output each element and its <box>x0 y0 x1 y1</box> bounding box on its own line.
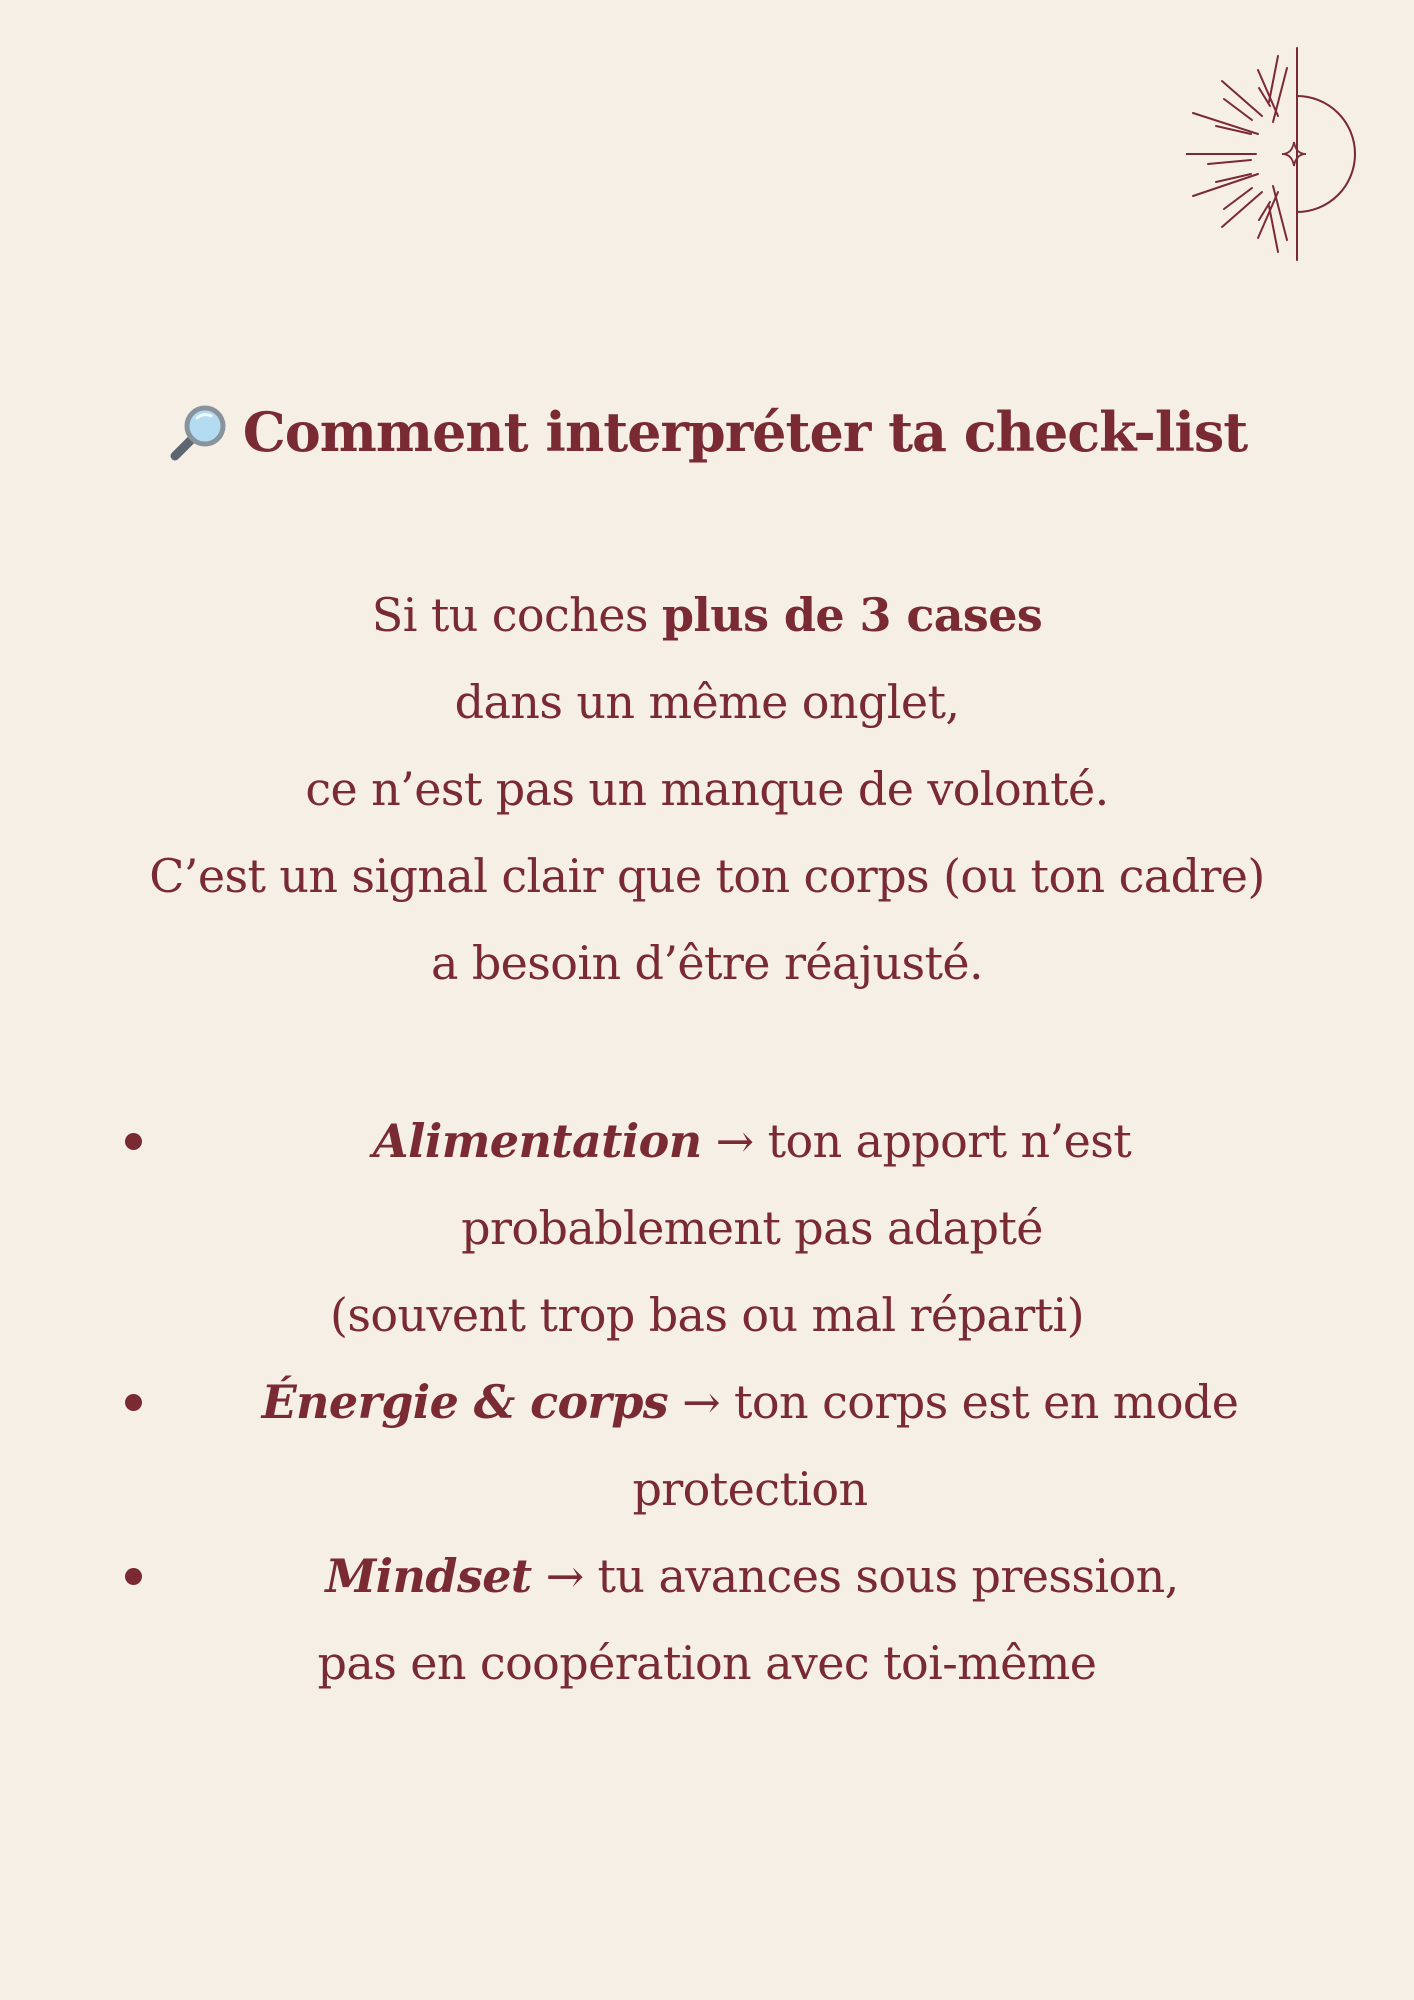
intro-line-2: dans un même onglet, <box>454 675 960 729</box>
list-item-line: protection <box>632 1462 868 1516</box>
intro-line-1-prefix: Si tu coches <box>371 588 662 642</box>
sun-moon-star-icon <box>1186 44 1376 264</box>
intro-paragraph <box>60 572 1354 1007</box>
list-item-key: Alimentation <box>372 1114 702 1168</box>
list-item-text: → tu avances sous pression, <box>531 1549 1179 1603</box>
list-item-key: Énergie & corps <box>261 1375 669 1429</box>
intro-line-1-bold: plus de 3 cases <box>661 588 1043 642</box>
intro-line-3: ce n’est pas un manque de volonté. <box>305 762 1109 816</box>
bullet-dot <box>125 1394 142 1411</box>
heading-text: Comment interpréter ta check-list <box>242 400 1248 464</box>
list-item-energie <box>0 1359 1414 1533</box>
page-title <box>0 392 1414 472</box>
bullet-dot <box>125 1568 142 1585</box>
intro-line-4: C’est un signal clair que ton corps (ou ton cadre) <box>149 849 1265 903</box>
interpretation-list <box>0 1098 1414 1707</box>
list-item-key: Mindset <box>325 1549 532 1603</box>
list-item-text: → ton apport n’est <box>701 1114 1132 1168</box>
list-item-alimentation <box>0 1098 1414 1359</box>
list-item-mindset <box>0 1533 1414 1707</box>
intro-line-1 <box>60 572 1354 659</box>
list-item-line: probablement pas adapté <box>461 1201 1043 1255</box>
magnifying-glass-icon <box>167 400 231 464</box>
list-item-line <box>0 1533 1364 1620</box>
list-item-line: (souvent trop bas ou mal réparti) <box>330 1288 1084 1342</box>
list-item-text: → ton corps est en mode <box>668 1375 1239 1429</box>
list-item-line <box>0 1359 1310 1446</box>
intro-line-5: a besoin d’être réajusté. <box>430 936 984 990</box>
bullet-dot <box>125 1133 142 1150</box>
list-item-line: pas en coopération avec toi-même <box>317 1636 1097 1690</box>
list-item-line <box>0 1098 1364 1185</box>
